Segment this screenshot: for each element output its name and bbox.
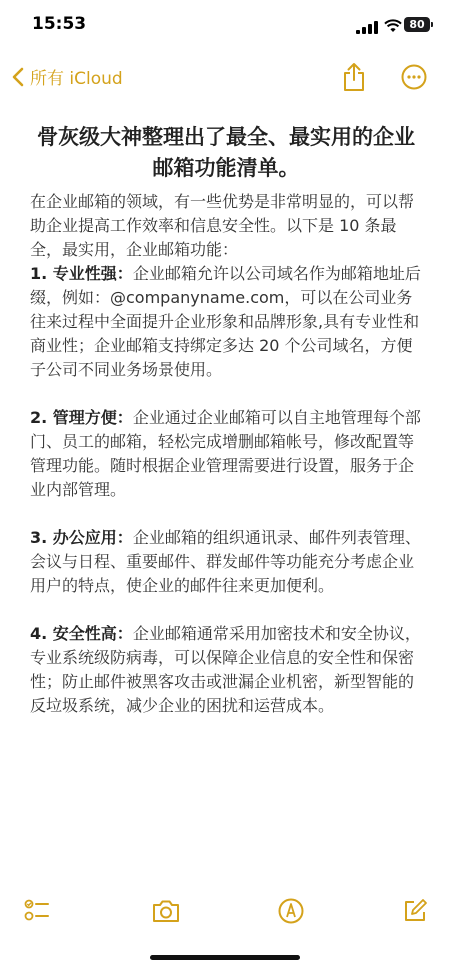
section-separator: ：	[116, 528, 133, 547]
home-indicator	[150, 955, 300, 960]
share-icon[interactable]	[342, 62, 366, 92]
markup-pen-icon[interactable]	[278, 898, 304, 924]
section-heading: 3. 办公应用	[30, 528, 117, 547]
battery-indicator	[404, 17, 430, 32]
note-section	[30, 406, 422, 502]
navigation-bar	[0, 58, 450, 98]
status-bar	[0, 0, 450, 54]
back-button[interactable]	[12, 64, 123, 89]
more-icon[interactable]	[401, 64, 427, 90]
section-heading: 2. 管理方便	[30, 408, 117, 427]
checklist-icon[interactable]	[24, 898, 50, 924]
back-label: 所有 iCloud	[30, 69, 123, 89]
section-heading: 1. 专业性强	[30, 264, 117, 283]
section-separator: ：	[116, 408, 133, 427]
section-separator: ：	[116, 624, 133, 643]
wifi-icon	[384, 18, 402, 34]
note-title: 骨灰级大神整理出了最全、最实用的企业邮箱功能清单。	[37, 125, 415, 180]
status-time: 15:53	[32, 14, 87, 34]
section-body: 企业邮箱通常采用加密技术和安全协议，专业系统级防病毒，可以保障企业信息的安全性和保密性；防止邮件被黑客攻击或泄漏企业机密，新型智能的反垃圾系统，减少企业的困扰和运营成本。	[30, 624, 421, 715]
note-body[interactable]	[30, 122, 422, 718]
note-section	[30, 622, 422, 718]
compose-icon[interactable]	[402, 898, 428, 924]
note-intro: 在企业邮箱的领域，有一些优势是非常明显的，可以帮助企业提高工作效率和信息安全性。以下是 10 条最全，最实用，企业邮箱功能：	[30, 192, 415, 259]
section-body: 企业邮箱的组织通讯录、邮件列表管理、会议与日程、重要邮件、群发邮件等功能充分考虑企业用户的特点，使企业的邮件往来更加便利。	[30, 528, 421, 595]
section-body: 企业通过企业邮箱可以自主地管理每个部门、员工的邮箱，轻松完成增删邮箱帐号，修改配置等管理功能。随时根据企业管理需要进行设置，服务于企业内部管理。	[30, 408, 421, 499]
note-section	[30, 262, 422, 382]
cellular-signal-icon	[356, 21, 378, 34]
battery-level: 80	[409, 18, 425, 31]
section-heading: 4. 安全性高	[30, 624, 117, 643]
section-separator: ：	[116, 264, 133, 283]
bottom-toolbar	[0, 898, 450, 930]
section-body: 企业邮箱允许以公司域名作为邮箱地址后缀，例如：@companyname.com，可以在公司业务往来过程中全面提升企业形象和品牌形象,具有专业性和商业性；企业邮箱支持绑定多达 20 个公司域名，方便子公司不同业务场景使用。	[30, 264, 421, 379]
camera-icon[interactable]	[151, 898, 181, 924]
note-section	[30, 526, 422, 598]
chevron-left-icon	[12, 67, 24, 87]
